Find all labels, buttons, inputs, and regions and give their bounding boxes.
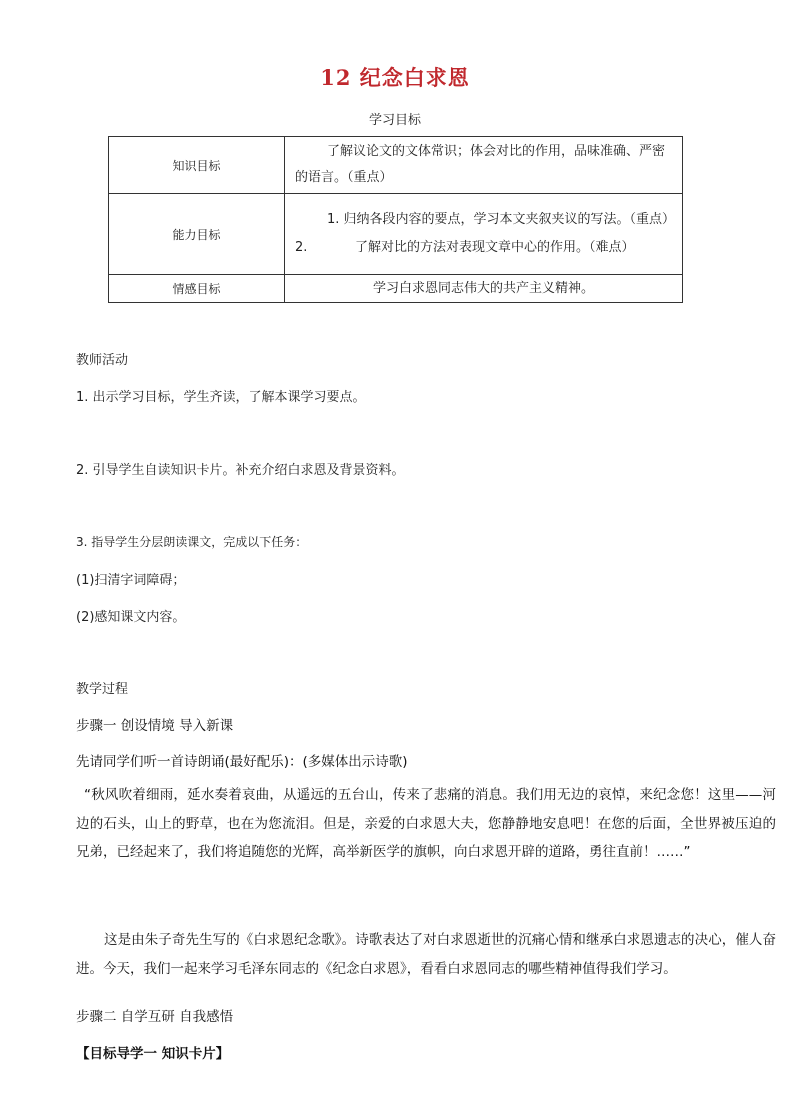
list-text: 了解对比的方法对表现文章中心的作用。（难点） [355,240,635,255]
table-row [109,275,683,303]
intro-paragraph: 先请同学们听一首诗朗诵(最好配乐)：(多媒体出示诗歌) [76,754,408,770]
teaching-process-heading: 教学过程 [76,682,129,697]
poem-paragraph: “秋风吹着细雨，延水奏着哀曲，从遥远的五台山，传来了悲痛的消息。我们用无边的哀悼，来纪念您！这里——河边的石头，山上的野草，也在为您流泪。但是，亲爱的白求恩大夫，您静静地安息吧！在您的后面，全世界被压迫的兄弟，已经起来了，我们将追随您的光辉，高举新医学的旗帜，向白求恩开辟的道路，勇往直前！……” [76,787,776,860]
explain-paragraph: 这是由朱子奇先生写的《白求恩纪念歌》。诗歌表达了对白求恩逝世的沉痛心情和继承白求恩遗志的决心，催人奋进。今天，我们一起来学习毛泽东同志的《纪念白求恩》，看看白求恩同志的哪些精神值得我们学习。 [76,932,776,977]
table-row [109,137,683,194]
section-subtitle: 学习目标 [368,113,421,128]
step-heading: 步骤一 创设情境 导入新课 [76,718,234,734]
row-content: 1. 归纳各段内容的要点，学习本文夹叙夹议的写法。（重点） [327,212,676,227]
teacher-activity-heading: 教师活动 [76,353,129,368]
list-item: 2. 引导学生自读知识卡片。补充介绍白求恩及背景资料。 [76,463,405,478]
row-label: 能力目标 [109,194,285,275]
row-content: 学习白求恩同志伟大的共产主义精神。 [372,280,594,296]
goals-table [108,136,683,303]
list-item: 1. 出示学习目标，学生齐读，了解本课学习要点。 [76,390,366,405]
list-number: 2. [295,240,308,255]
page-title: 12 纪念白求恩 [320,65,470,90]
card-heading: 【目标导学一 知识卡片】 [76,1046,230,1062]
table-row [109,194,683,275]
list-item: (2)感知课文内容。 [76,610,186,625]
row-content: 了解议论文的文体常识；体会对比的作用，品味准确、严密的语言。（重点） [295,144,666,185]
row-label: 情感目标 [109,275,285,303]
list-item: (1)扫清字词障碍； [76,573,186,588]
step-heading: 步骤二 自学互研 自我感悟 [76,1009,234,1025]
row-label: 知识目标 [109,137,285,194]
row-content [285,235,682,263]
list-item: 3. 指导学生分层朗读课文，完成以下任务： [76,535,308,549]
